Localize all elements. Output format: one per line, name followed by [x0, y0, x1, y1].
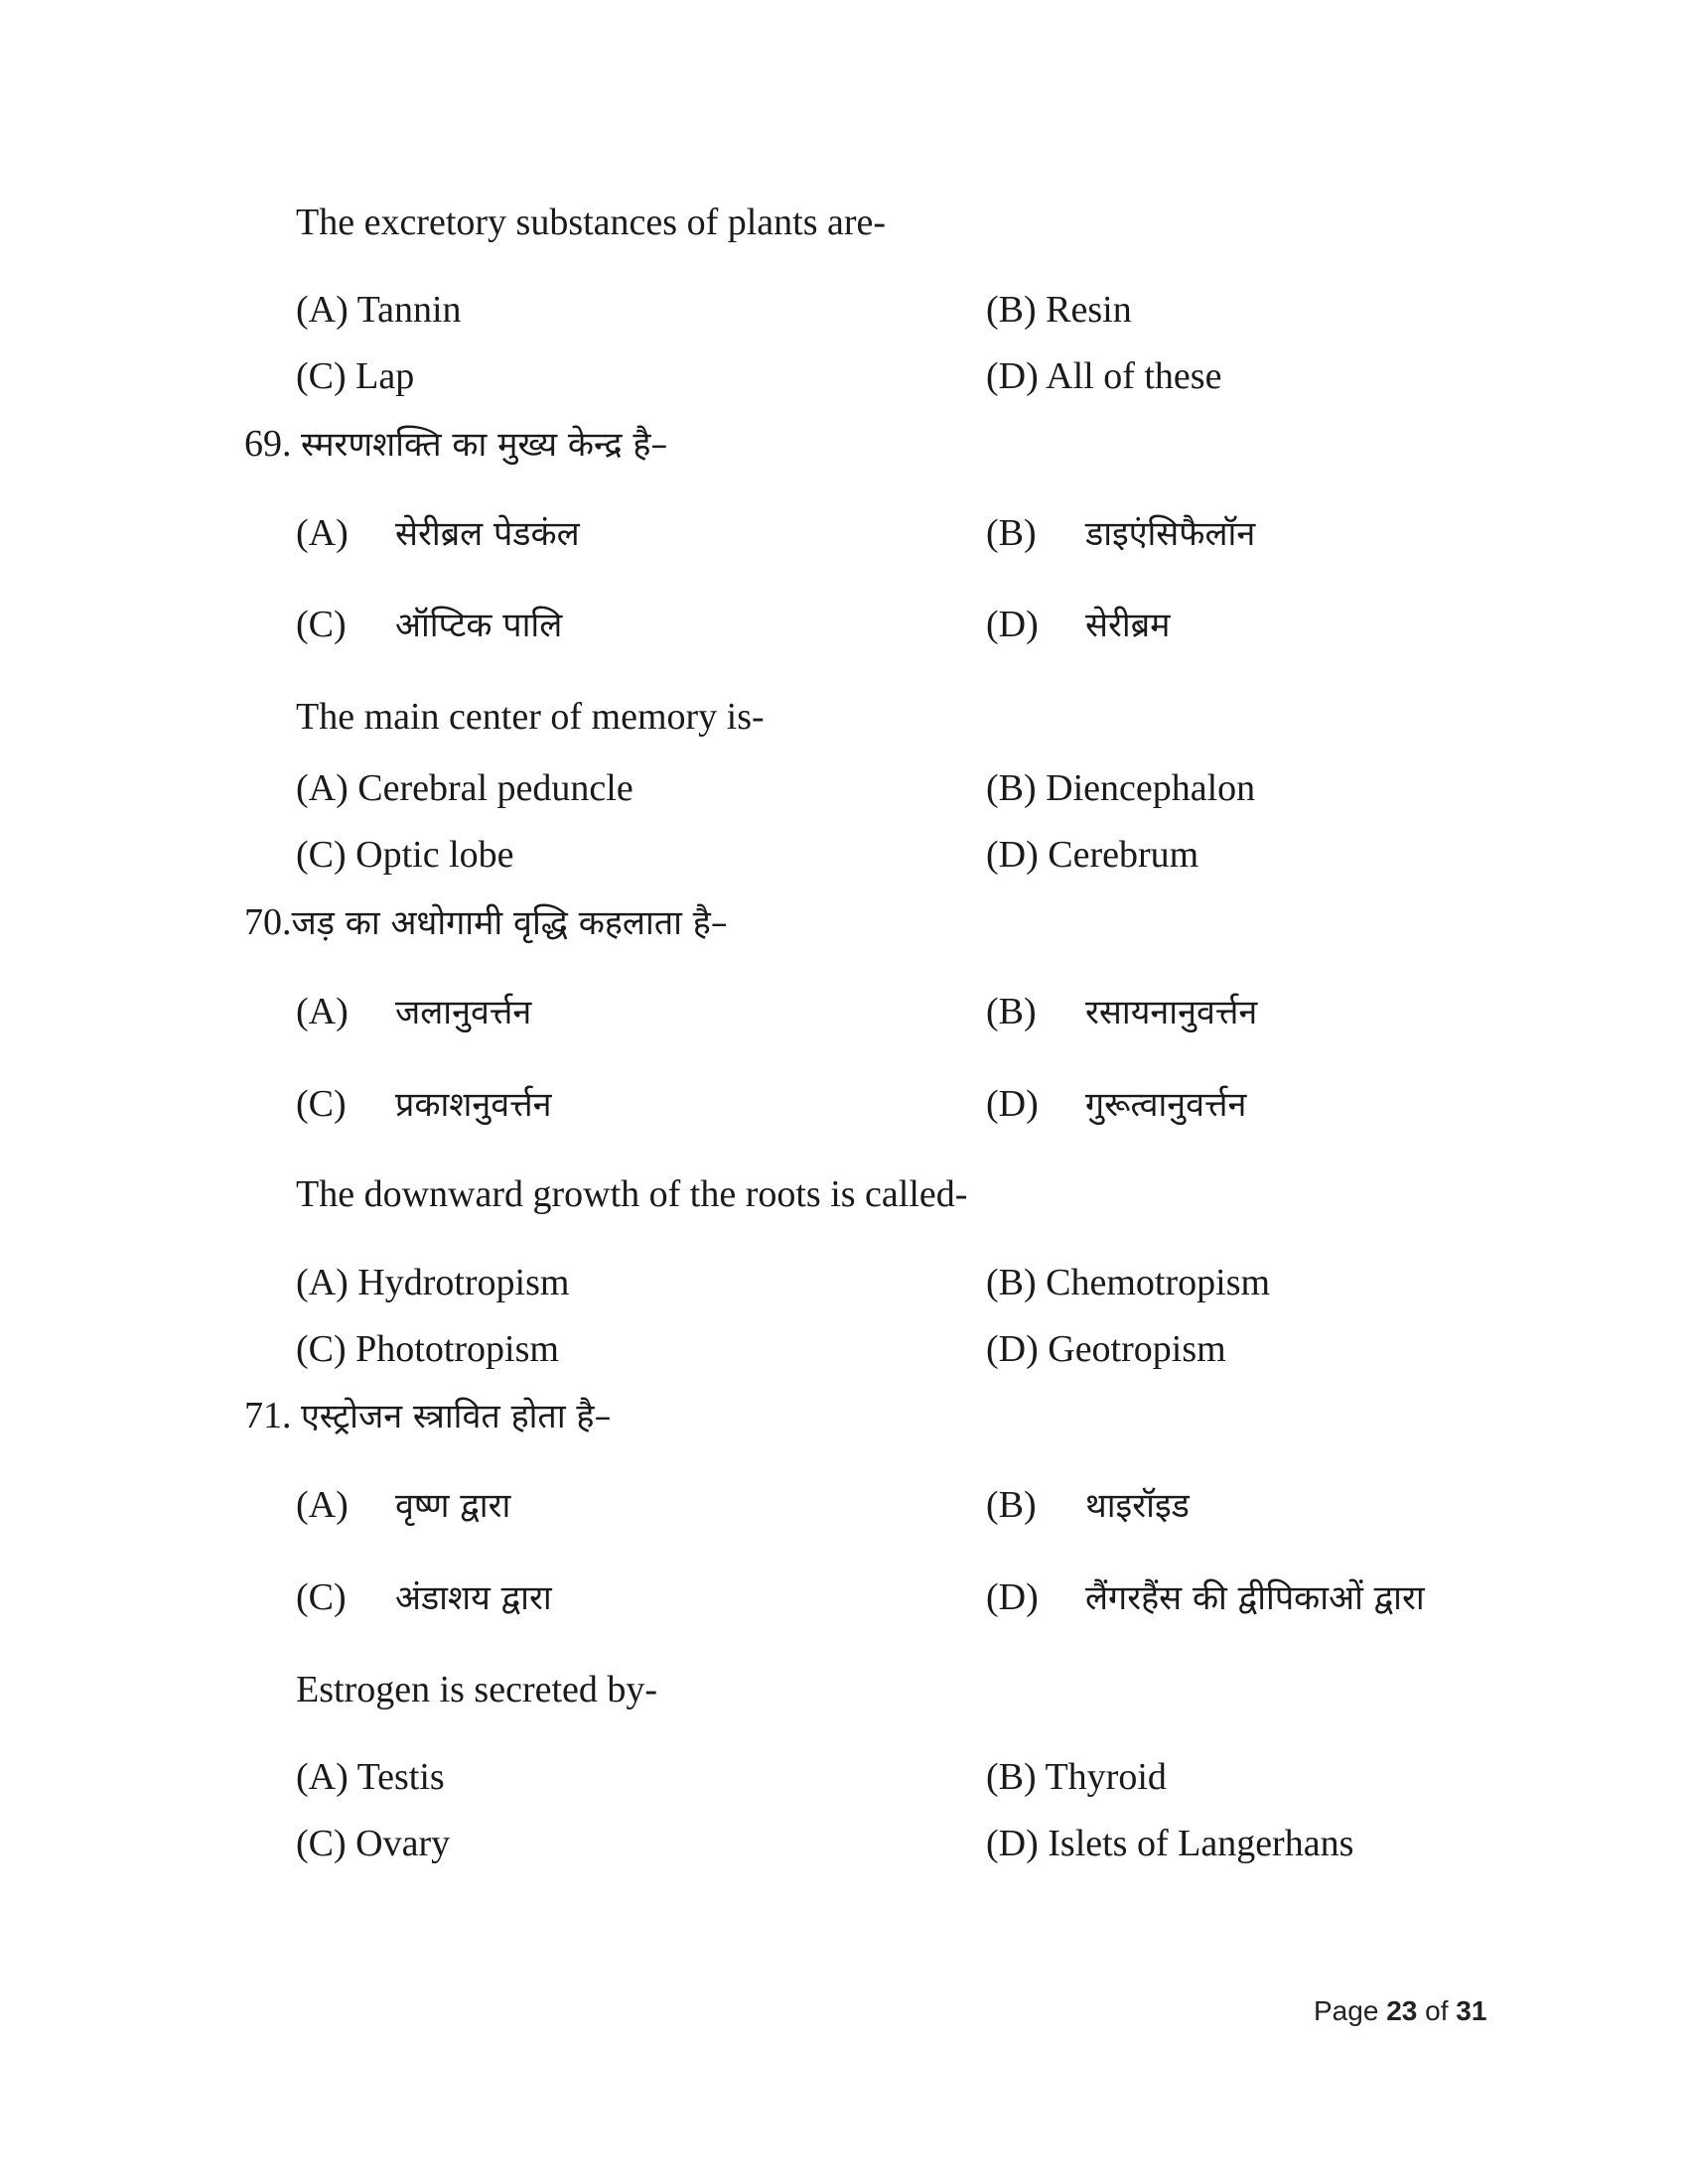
- q70-option-b: (B) Chemotropism: [986, 1262, 1271, 1303]
- q69-option-d: (D) Cerebrum: [986, 834, 1199, 876]
- option-text: प्रकाशनुवर्त्तन: [395, 1085, 552, 1125]
- q69-option-a: (A) Cerebral peduncle: [296, 767, 633, 809]
- total-pages: 31: [1456, 1995, 1487, 2026]
- option-text: सेरीब्रल पेडकंल: [395, 514, 580, 554]
- option-text: जलानुवर्त्तन: [395, 993, 532, 1032]
- q69-question-hi: [244, 425, 667, 463]
- q69-option-hi-d: [986, 606, 1170, 643]
- option-letter: (A): [296, 991, 349, 1032]
- q71-option-hi-b: [986, 1486, 1190, 1524]
- q71-option-b: (B) Thyroid: [986, 1756, 1167, 1798]
- q70-option-hi-a: [296, 993, 531, 1030]
- option-letter: (C): [296, 1576, 347, 1618]
- q69-question-en: The main center of memory is-: [296, 696, 765, 738]
- q71-option-d: (D) Islets of Langerhans: [986, 1823, 1354, 1864]
- q70-question-hi: [244, 903, 728, 941]
- option-text: ऑप्टिक पालि: [395, 606, 563, 645]
- q70-question-en: The downward growth of the roots is called-: [296, 1173, 968, 1215]
- q69-option-hi-a: [296, 514, 580, 552]
- q69-question-hi-text: स्मरणशक्ति का मुख्य केन्द्र है–: [301, 425, 668, 465]
- option-letter: (C): [296, 1083, 347, 1125]
- q70-question-hi-text: जड़ का अधोगामी वृद्धि कहलाता है–: [291, 903, 728, 943]
- option-text: लैंगरहैंस की द्वीपिकाओं द्वारा: [1085, 1578, 1425, 1618]
- q71-option-hi-a: [296, 1486, 510, 1524]
- q70-option-hi-d: [986, 1085, 1246, 1123]
- q68-option-a: (A) Tannin: [296, 289, 462, 331]
- q71-number: 71.: [244, 1395, 292, 1436]
- q69-option-hi-b: [986, 514, 1255, 552]
- q71-option-a: (A) Testis: [296, 1756, 445, 1798]
- page-of: of: [1425, 1995, 1449, 2026]
- option-letter: (B): [986, 1484, 1037, 1526]
- q71-option-hi-c: [296, 1578, 552, 1616]
- q70-option-d: (D) Geotropism: [986, 1328, 1226, 1370]
- option-text: थाइरॉइड: [1085, 1486, 1190, 1526]
- q68-option-c: (C) Lap: [296, 355, 415, 397]
- q71-option-hi-d: [986, 1578, 1425, 1616]
- q69-option-hi-c: [296, 606, 562, 643]
- q68-option-b: (B) Resin: [986, 289, 1132, 331]
- option-letter: (B): [986, 512, 1037, 554]
- q70-option-hi-c: [296, 1085, 552, 1123]
- q69-option-c: (C) Optic lobe: [296, 834, 514, 876]
- option-letter: (A): [296, 512, 349, 554]
- option-letter: (D): [986, 1083, 1039, 1125]
- q71-question-hi-text: एस्ट्रोजन स्त्रावित होता है–: [301, 1397, 612, 1436]
- option-letter: (D): [986, 1576, 1039, 1618]
- option-letter: (C): [296, 604, 347, 645]
- page-label: Page: [1314, 1995, 1379, 2026]
- option-letter: (D): [986, 604, 1039, 645]
- q71-question-hi: [244, 1397, 611, 1434]
- option-letter: (B): [986, 991, 1037, 1032]
- q68-question-en: The excretory substances of plants are-: [296, 202, 887, 243]
- q70-option-a: (A) Hydrotropism: [296, 1262, 570, 1303]
- option-text: सेरीब्रम: [1085, 606, 1171, 645]
- current-page: 23: [1386, 1995, 1418, 2026]
- option-text: डाइएंसिफैलॉन: [1085, 514, 1256, 554]
- q68-option-d: (D) All of these: [986, 355, 1222, 397]
- q70-option-hi-b: [986, 993, 1257, 1030]
- option-text: वृष्ण द्वारा: [395, 1486, 511, 1526]
- option-text: अंडाशय द्वारा: [395, 1578, 552, 1618]
- q69-option-b: (B) Diencephalon: [986, 767, 1256, 809]
- option-letter: (A): [296, 1484, 349, 1526]
- option-text: रसायनानुवर्त्तन: [1085, 993, 1258, 1032]
- option-text: गुरूत्वानुवर्त्तन: [1085, 1085, 1247, 1125]
- page-number: [1314, 1995, 1486, 2027]
- q70-option-c: (C) Phototropism: [296, 1328, 559, 1370]
- q71-question-en: Estrogen is secreted by-: [296, 1669, 658, 1710]
- q69-number: 69.: [244, 423, 292, 465]
- q71-option-c: (C) Ovary: [296, 1823, 451, 1864]
- q70-number: 70.: [244, 901, 292, 943]
